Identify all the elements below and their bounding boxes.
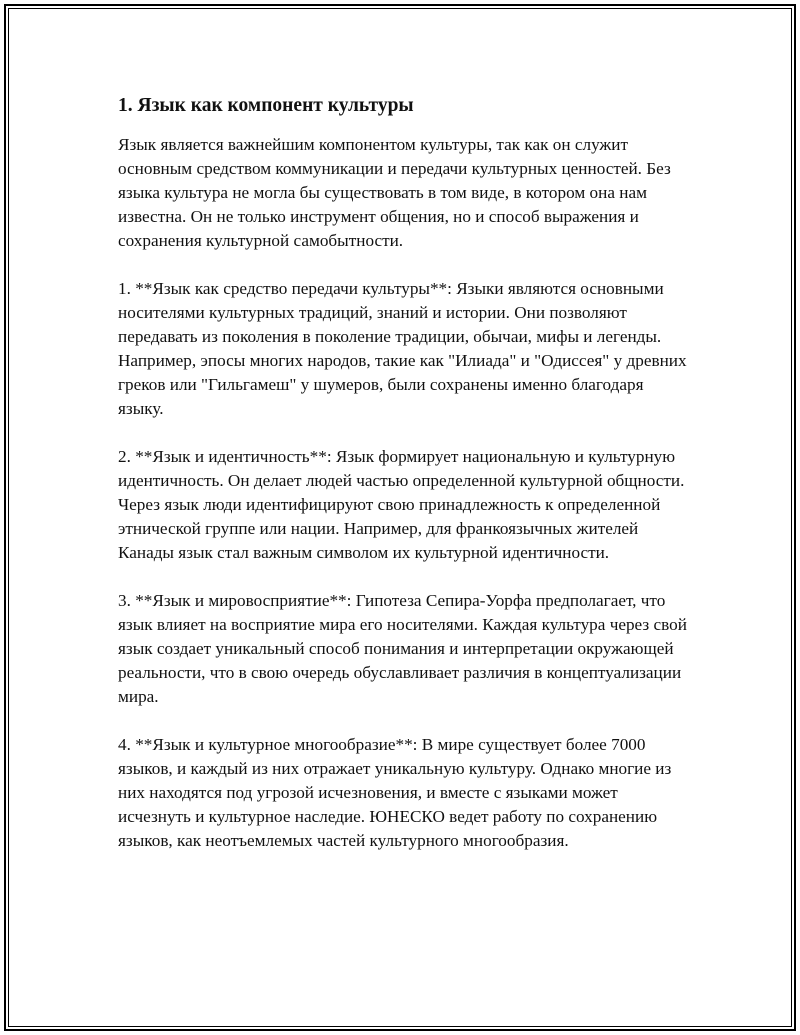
paragraph-worldview: 3. **Язык и мировосприятие**: Гипотеза Сепира-Уорфа предполагает, что язык влияет на восприятие мира его носителями. Каждая культура через свой язык создает уникальный способ понимания и интерпретации окружающей реальности, что в свою очередь обуславливает различия в концептуализации мира.: [118, 591, 687, 706]
paragraph-culture-transmission: 1. **Язык как средство передачи культуры**: Языки являются основными носителями культурных традиций, знаний и истории. Они позволяют передавать из поколения в поколение традиции, обычаи, мифы и легенды. Например, эпосы многих народов, такие как "Илиада" и "Одиссея" у древних греков или "Гильгамеш" у шумеров, были сохранены именно благодаря языку.: [118, 279, 687, 418]
intro-paragraph: Язык является важнейшим компонентом культуры, так как он служит основным средством коммуникации и передачи культурных ценностей. Без языка культура не могла бы существовать в том виде, в котором она нам известна. Он не только инструмент общения, но и способ выражения и сохранения культурной самобытности.: [118, 135, 671, 250]
paragraph-diversity: 4. **Язык и культурное многообразие**: В мире существует более 7000 языков, и каждый из них отражает уникальную культуру. Однако многие из них находятся под угрозой исчезновения, и вместе с языками может исчезнуть и культурное наследие. ЮНЕСКО ведет работу по сохранению языков, как неотъемлемых частей культурного многообразия.: [118, 735, 672, 850]
paragraph-identity: 2. **Язык и идентичность**: Язык формирует национальную и культурную идентичность. Он делает людей частью определенной культурной общности. Через язык люди идентифицируют свою принадлежность к определенной этнической группе или нации. Например, для франкоязычных жителей Канады язык стал важным символом их культурной идентичности.: [118, 447, 685, 562]
document-body: [118, 93, 688, 877]
section-heading: 1. Язык как компонент культуры: [118, 95, 414, 116]
